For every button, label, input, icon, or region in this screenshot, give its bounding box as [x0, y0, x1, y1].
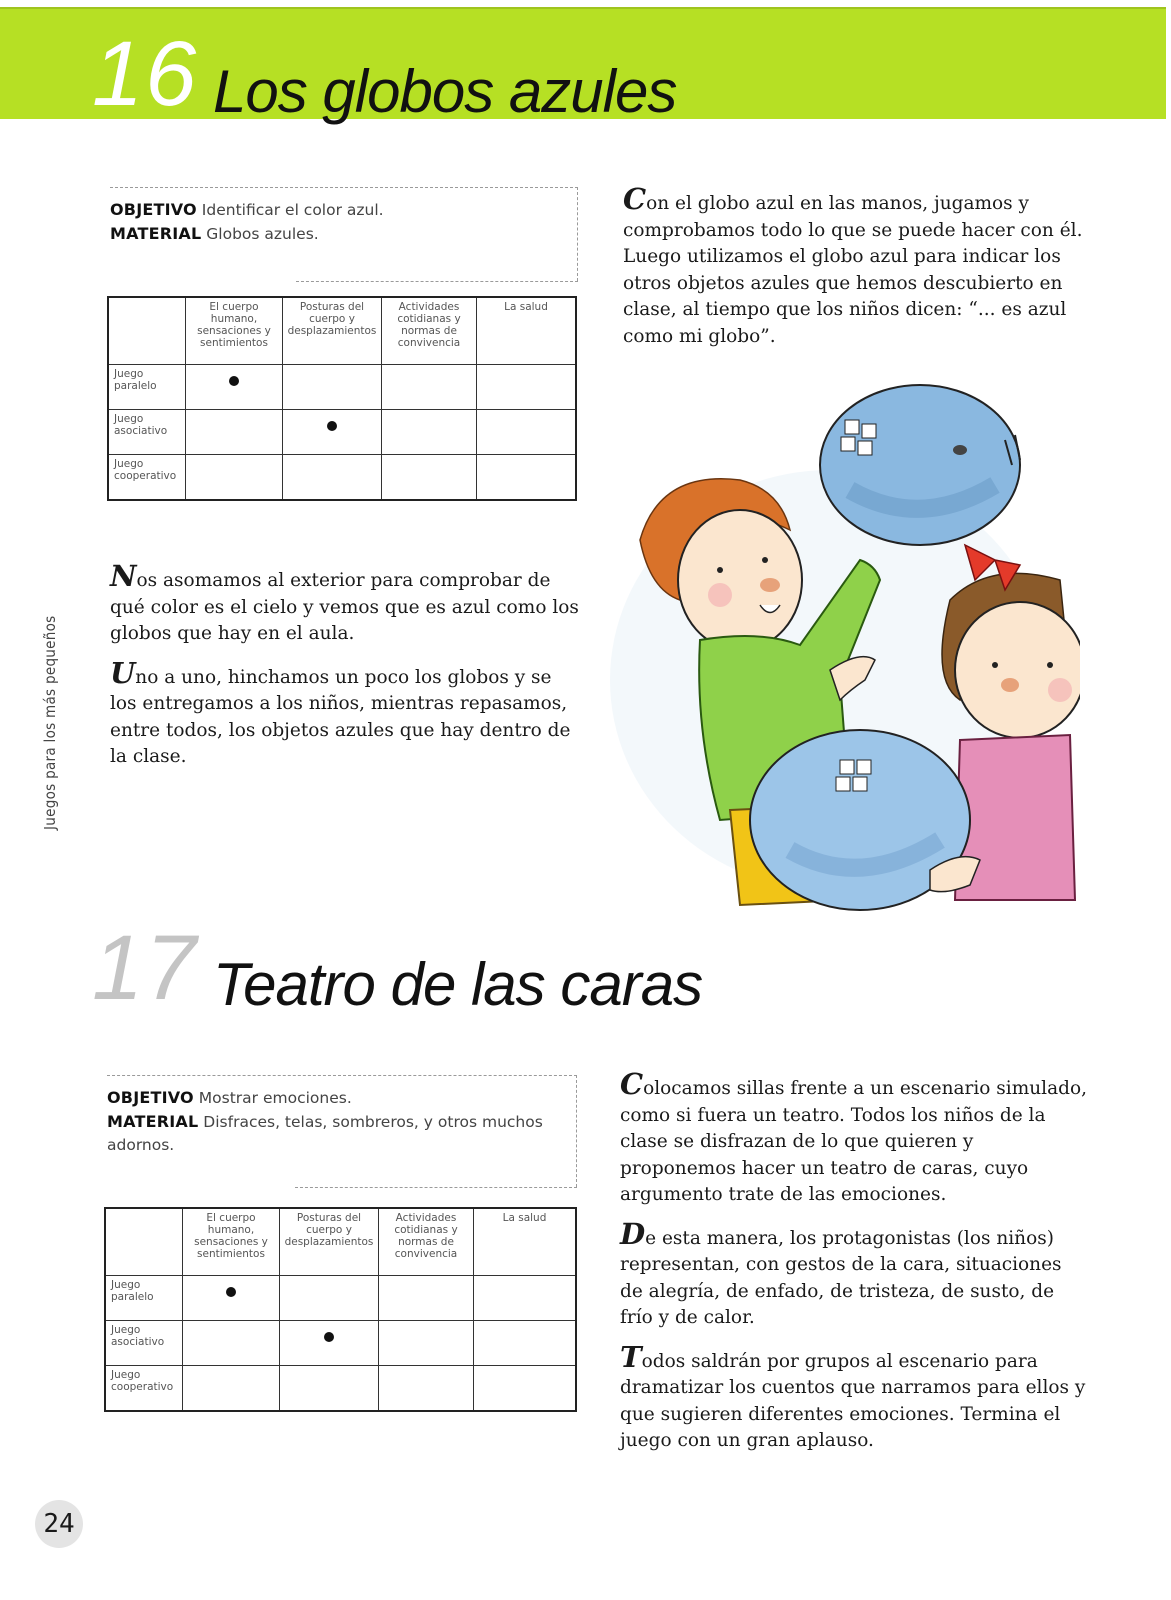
paragraph-text: no a uno, hinchamos un poco los globos y se los entregamos a los niños, mientras repasamos, entre todos, los objetos azules que hay dentro de la clase. [110, 666, 571, 767]
table-cell [379, 1366, 474, 1412]
game-title: Teatro de las caras [213, 951, 703, 1018]
table-cell [382, 455, 477, 501]
material-text: Disfraces, telas, sombreros, y otros muchos adornos. [107, 1113, 543, 1154]
table-cell [477, 455, 577, 501]
objective-label: OBJETIVO [107, 1088, 194, 1107]
dashed-border [296, 281, 578, 282]
drop-cap: U [110, 655, 136, 690]
description-left [110, 559, 580, 783]
description-right [623, 182, 1093, 362]
drop-cap: T [620, 1339, 642, 1374]
table-cell [283, 365, 382, 410]
drop-cap: N [110, 559, 137, 593]
row-header: Juego cooperativo [108, 455, 186, 501]
drop-cap: C [620, 1067, 644, 1101]
table-cell [186, 455, 283, 501]
material-label: MATERIAL [110, 224, 202, 243]
table-cell [379, 1321, 474, 1366]
description-right [620, 1067, 1090, 1467]
paragraph [620, 1067, 1090, 1209]
table-cell [283, 410, 382, 455]
paragraph-text: odos saldrán por grupos al escenario para dramatizar los cuentos que narramos para ellos y que sugieren diferentes emociones. Termina el juego con un gran aplauso. [620, 1350, 1086, 1451]
table-corner-cell [108, 297, 186, 365]
paragraph [110, 655, 580, 771]
column-header: La salud [474, 1208, 577, 1276]
material-text: Globos azules. [206, 225, 319, 243]
drop-cap: D [620, 1216, 646, 1251]
table-row [108, 365, 576, 410]
table-cell [474, 1276, 577, 1321]
objective-text: Identificar el color azul. [201, 201, 384, 219]
children-balloons-illustration [600, 380, 1080, 920]
table-cell [280, 1276, 379, 1321]
paragraph-text: e esta manera, los protagonistas (los niños) representan, con gestos de la cara, situaciones de alegría, de enfado, de tristeza, de susto, de frío y de calor. [620, 1227, 1062, 1328]
table-cell [382, 365, 477, 410]
paragraph [620, 1339, 1090, 1455]
table-cell [183, 1321, 280, 1366]
table-cell [186, 365, 283, 410]
row-header: Juego asociativo [108, 410, 186, 455]
column-header: La salud [477, 297, 577, 365]
objective-text: Mostrar emociones. [198, 1089, 352, 1107]
table-header-row [108, 297, 576, 365]
sidebar-book-title: Juegos para los más pequeños [41, 615, 59, 830]
drop-cap: C [623, 182, 647, 216]
table-row [105, 1321, 576, 1366]
classification-table [104, 1207, 577, 1412]
column-header: Posturas del cuerpo y desplazamientos [280, 1208, 379, 1276]
paragraph-text: os asomamos al exterior para comprobar de qué color es el cielo y vemos que es azul como los globos que hay en el aula. [110, 570, 579, 644]
objective-box [110, 187, 578, 281]
row-header: Juego paralelo [105, 1276, 183, 1321]
table-row [108, 410, 576, 455]
table-cell [477, 365, 577, 410]
material-line [110, 222, 577, 246]
table-cell [474, 1366, 577, 1412]
table-row [105, 1366, 576, 1412]
material-line [107, 1110, 576, 1157]
bullet-mark-icon [327, 421, 337, 431]
table-row [105, 1276, 576, 1321]
column-header: El cuerpo humano, sensaciones y sentimientos [186, 297, 283, 365]
paragraph-text: on el globo azul en las manos, jugamos y comprobamos todo lo que se puede hacer con él. Luego utilizamos el globo azul para indicar los otros objetos azules que hemos descubierto en clase, al tiempo que los niños dicen: “... es azul como mi globo”. [623, 193, 1083, 347]
row-header: Juego paralelo [108, 365, 186, 410]
table-corner-cell [105, 1208, 183, 1276]
bullet-mark-icon [324, 1332, 334, 1342]
dashed-border [295, 1187, 577, 1188]
table-cell [183, 1366, 280, 1412]
column-header: Posturas del cuerpo y desplazamientos [283, 297, 382, 365]
paragraph-text: olocamos sillas frente a un escenario simulado, como si fuera un teatro. Todos los niños de la clase se disfrazan de lo que quieren y proponemos hacer un teatro de caras, cuyo argumento trate de las emociones. [620, 1078, 1087, 1205]
paragraph [623, 182, 1093, 350]
row-header: Juego cooperativo [105, 1366, 183, 1412]
bullet-mark-icon [229, 376, 239, 386]
table-cell [280, 1366, 379, 1412]
table-cell [382, 410, 477, 455]
page-number: 24 [35, 1500, 83, 1548]
material-label: MATERIAL [107, 1112, 199, 1131]
paragraph [620, 1216, 1090, 1332]
column-header: El cuerpo humano, sensaciones y sentimientos [183, 1208, 280, 1276]
table-cell [379, 1276, 474, 1321]
paragraph [110, 559, 580, 648]
objective-label: OBJETIVO [110, 200, 197, 219]
table-row [108, 455, 576, 501]
table-cell [186, 410, 283, 455]
table-cell [280, 1321, 379, 1366]
table-cell [183, 1276, 280, 1321]
table-cell [474, 1321, 577, 1366]
objective-line [107, 1086, 576, 1110]
table-header-row [105, 1208, 576, 1276]
game-title: Los globos azules [213, 58, 677, 125]
objective-line [110, 198, 577, 222]
classification-table [107, 296, 577, 501]
game-number: 16 [92, 23, 199, 125]
row-header: Juego asociativo [105, 1321, 183, 1366]
objective-box [107, 1075, 577, 1187]
column-header: Actividades cotidianas y normas de convivencia [379, 1208, 474, 1276]
column-header: Actividades cotidianas y normas de convivencia [382, 297, 477, 365]
table-cell [283, 455, 382, 501]
table-cell [477, 410, 577, 455]
bullet-mark-icon [226, 1287, 236, 1297]
game-number: 17 [92, 917, 199, 1019]
